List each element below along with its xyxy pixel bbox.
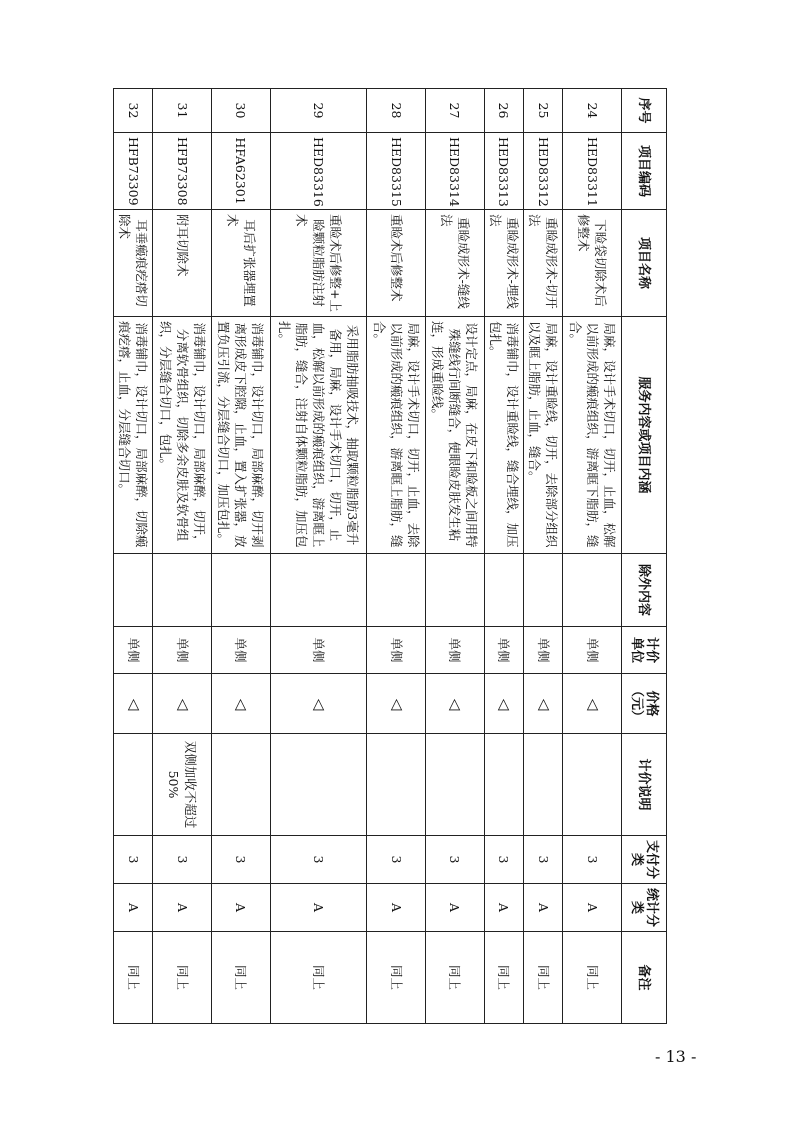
cell-price-note xyxy=(367,734,426,836)
cell-unit: 单侧 xyxy=(153,627,212,674)
cell-content: 消毒铺巾，设计切口，局部麻醉，切开剥离形成皮下腔隙，止血，置入扩张器，放置负压引流，分层缝合切口，加压包扎。 xyxy=(212,317,271,554)
cell-stat-class: A xyxy=(114,884,153,932)
cell-content: 局麻，设计手术切口，切开，止血，松解以前形成的瘢痕组织，游离眶下脂肪，缝合。 xyxy=(563,317,622,554)
cell-stat-class: A xyxy=(270,884,367,932)
table-row xyxy=(367,89,426,1024)
cell-remark: 同上 xyxy=(524,932,563,1024)
cell-excluded xyxy=(270,554,367,627)
cell-pay-class: 3 xyxy=(270,836,367,884)
rotated-table-wrapper xyxy=(113,88,667,1023)
cell-pay-class: 3 xyxy=(484,836,523,884)
cell-seq: 32 xyxy=(114,89,153,133)
cell-seq: 30 xyxy=(212,89,271,133)
cell-remark: 同上 xyxy=(212,932,271,1024)
cell-remark: 同上 xyxy=(426,932,485,1024)
table-row xyxy=(270,89,367,1024)
cell-unit: 单侧 xyxy=(426,627,485,674)
cell-excluded xyxy=(524,554,563,627)
cell-stat-class: A xyxy=(153,884,212,932)
cell-unit: 单侧 xyxy=(563,627,622,674)
service-pricing-table xyxy=(113,88,667,1024)
cell-unit: 单侧 xyxy=(524,627,563,674)
cell-price-note xyxy=(270,734,367,836)
cell-remark: 同上 xyxy=(367,932,426,1024)
cell-remark: 同上 xyxy=(270,932,367,1024)
price-placeholder-mark: △ xyxy=(390,693,403,712)
cell-code: HED83315 xyxy=(367,133,426,210)
cell-content: 设计定点，局麻，在皮下和睑板之间用特殊缝线行间断缝合，使眼睑皮肤发生粘连，形成重睑线。 xyxy=(426,317,485,554)
table-body xyxy=(114,89,622,1024)
cell-price-note xyxy=(524,734,563,836)
cell-seq: 26 xyxy=(484,89,523,133)
cell-unit: 单侧 xyxy=(484,627,523,674)
cell-content: 采用脂肪抽吸技术，抽取颗粒脂肪3毫升备用，局麻，设计手术切口，切开，止血，松解以前形成的瘢痕组织，游离眶上脂肪，缝合，注射自体颗粒脂肪，加压包扎。 xyxy=(270,317,367,554)
cell-content: 消毒铺巾，设计切口，局部麻醉，切开，分离软骨组织，切除多余皮肤及软骨组织，分层缝合切口，包扎。 xyxy=(153,317,212,554)
price-placeholder-mark: △ xyxy=(235,693,247,712)
header-stat-class: 统计分类 xyxy=(622,884,667,932)
cell-price xyxy=(367,674,426,734)
cell-code: HFB73309 xyxy=(114,133,153,210)
header-excluded: 除外内容 xyxy=(622,554,667,627)
cell-pay-class: 3 xyxy=(153,836,212,884)
cell-code: HED83313 xyxy=(484,133,523,210)
table-row xyxy=(563,89,622,1024)
cell-code: HED83312 xyxy=(524,133,563,210)
cell-name: 重睑术后修整术 xyxy=(367,210,426,317)
page-number: - 13 - xyxy=(655,1047,697,1066)
cell-stat-class: A xyxy=(563,884,622,932)
table-header-row xyxy=(622,89,667,1024)
cell-code: HED83311 xyxy=(563,133,622,210)
cell-unit: 单侧 xyxy=(270,627,367,674)
table-row xyxy=(212,89,271,1024)
cell-code: HFB73308 xyxy=(153,133,212,210)
cell-price-note: 双侧加收不超过50% xyxy=(153,734,212,836)
cell-price xyxy=(114,674,153,734)
cell-name: 耳垂瘢痕疙瘩切除术 xyxy=(114,210,153,317)
cell-price xyxy=(563,674,622,734)
cell-stat-class: A xyxy=(484,884,523,932)
cell-excluded xyxy=(114,554,153,627)
cell-name: 耳后扩张器埋置术 xyxy=(212,210,271,317)
cell-remark: 同上 xyxy=(563,932,622,1024)
cell-excluded xyxy=(426,554,485,627)
cell-name: 附耳切除术 xyxy=(153,210,212,317)
cell-stat-class: A xyxy=(212,884,271,932)
cell-stat-class: A xyxy=(367,884,426,932)
cell-content: 消毒铺巾，设计切口，局部麻醉，切除瘢痕疙瘩，止血，分层缝合切口。 xyxy=(114,317,153,554)
cell-pay-class: 3 xyxy=(563,836,622,884)
price-placeholder-mark: △ xyxy=(537,693,550,712)
cell-remark: 同上 xyxy=(153,932,212,1024)
cell-seq: 27 xyxy=(426,89,485,133)
cell-name: 重睑成形术-切开法 xyxy=(524,210,563,317)
cell-pay-class: 3 xyxy=(367,836,426,884)
cell-excluded xyxy=(153,554,212,627)
cell-seq: 25 xyxy=(524,89,563,133)
table-row xyxy=(153,89,212,1024)
header-content: 服务内容或项目内涵 xyxy=(622,317,667,554)
cell-price xyxy=(270,674,367,734)
cell-unit: 单侧 xyxy=(212,627,271,674)
cell-unit: 单侧 xyxy=(114,627,153,674)
cell-remark: 同上 xyxy=(114,932,153,1024)
cell-price xyxy=(524,674,563,734)
cell-code: HFA62301 xyxy=(212,133,271,210)
table-row xyxy=(426,89,485,1024)
cell-name: 重睑成形术-缝线法 xyxy=(426,210,485,317)
cell-pay-class: 3 xyxy=(524,836,563,884)
price-placeholder-mark: △ xyxy=(449,693,461,712)
cell-price xyxy=(484,674,523,734)
price-placeholder-mark: △ xyxy=(176,693,189,712)
header-seq: 序号 xyxy=(622,89,667,133)
header-code: 项目编码 xyxy=(622,133,667,210)
cell-content: 局麻，设计重睑线，切开，去除部分组织以及眶上脂肪，止血，缝合。 xyxy=(524,317,563,554)
cell-seq: 28 xyxy=(367,89,426,133)
cell-name: 下睑袋切除术后修整术 xyxy=(563,210,622,317)
cell-seq: 24 xyxy=(563,89,622,133)
price-placeholder-mark: △ xyxy=(312,693,325,712)
cell-pay-class: 3 xyxy=(426,836,485,884)
cell-name: 重睑成形术-埋线法 xyxy=(484,210,523,317)
cell-pay-class: 3 xyxy=(212,836,271,884)
cell-price-note xyxy=(426,734,485,836)
header-pay-class: 支付分类 xyxy=(622,836,667,884)
cell-excluded xyxy=(212,554,271,627)
cell-unit: 单侧 xyxy=(367,627,426,674)
header-unit: 计价单位 xyxy=(622,627,667,674)
cell-excluded xyxy=(563,554,622,627)
header-price: 价格（元） xyxy=(622,674,667,734)
cell-content: 局麻，设计手术切口，切开，止血，去除以前形成的瘢痕组织，游离眶上脂肪，缝合。 xyxy=(367,317,426,554)
table-row xyxy=(114,89,153,1024)
header-name: 项目名称 xyxy=(622,210,667,317)
cell-stat-class: A xyxy=(426,884,485,932)
cell-price-note xyxy=(212,734,271,836)
cell-code: HED83314 xyxy=(426,133,485,210)
cell-seq: 29 xyxy=(270,89,367,133)
cell-price xyxy=(426,674,485,734)
price-placeholder-mark: △ xyxy=(127,693,140,712)
cell-seq: 31 xyxy=(153,89,212,133)
price-placeholder-mark: △ xyxy=(586,693,598,712)
cell-name: 重睑术后修整+上睑颗粒脂肪注射术 xyxy=(270,210,367,317)
cell-price-note xyxy=(563,734,622,836)
table-row xyxy=(484,89,523,1024)
cell-pay-class: 3 xyxy=(114,836,153,884)
cell-price-note xyxy=(484,734,523,836)
table-row xyxy=(524,89,563,1024)
cell-price xyxy=(153,674,212,734)
cell-price xyxy=(212,674,271,734)
cell-price-note xyxy=(114,734,153,836)
cell-code: HED83316 xyxy=(270,133,367,210)
cell-excluded xyxy=(367,554,426,627)
cell-content: 消毒铺巾，设计重睑线，缝合埋线，加压包扎。 xyxy=(484,317,523,554)
cell-excluded xyxy=(484,554,523,627)
cell-stat-class: A xyxy=(524,884,563,932)
header-price-note: 计价说明 xyxy=(622,734,667,836)
price-placeholder-mark: △ xyxy=(498,693,510,712)
header-remark: 备注 xyxy=(622,932,667,1024)
cell-remark: 同上 xyxy=(484,932,523,1024)
